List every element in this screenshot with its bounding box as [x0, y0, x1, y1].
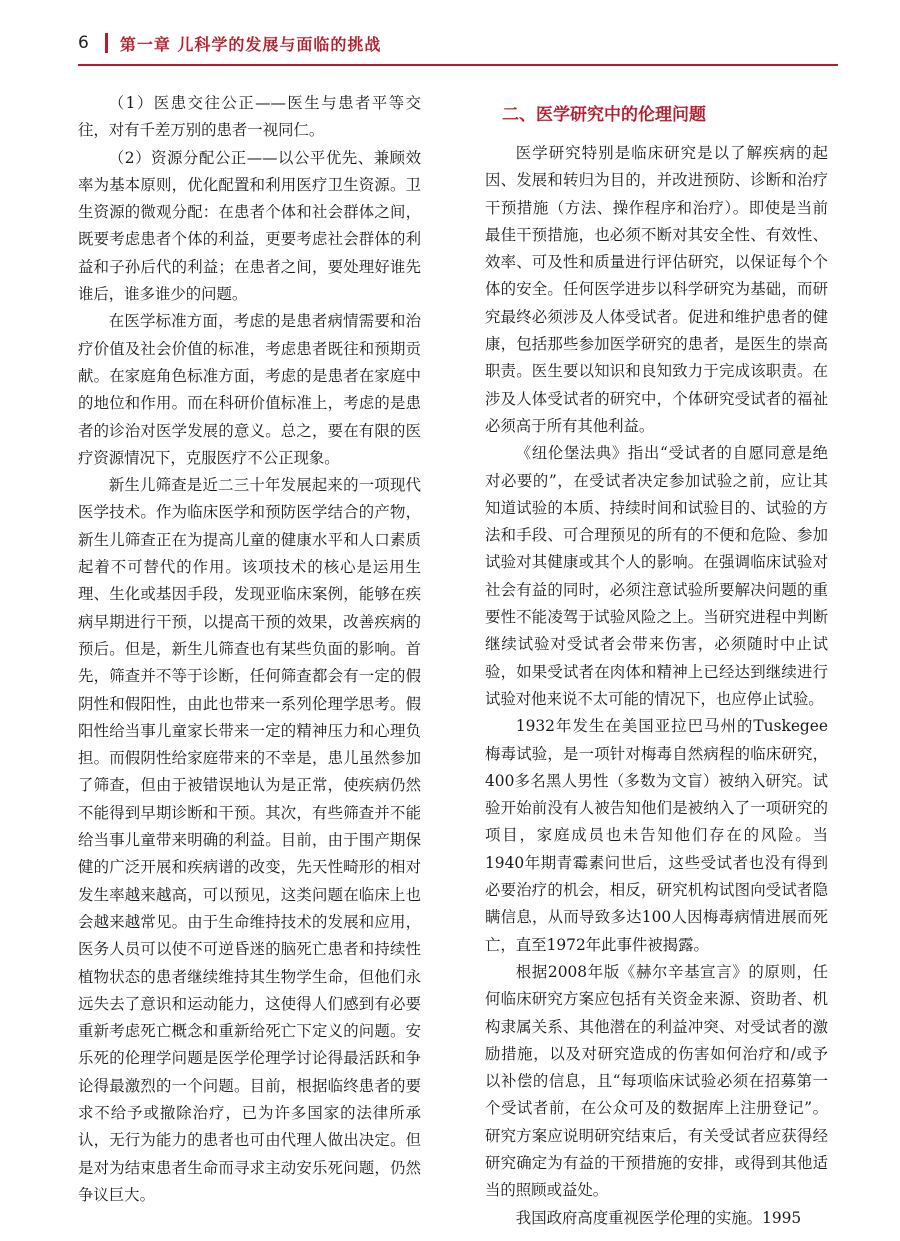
left-column — [78, 90, 421, 1209]
header-rule — [78, 64, 838, 66]
chapter-title: 第一章 儿科学的发展与面临的挑战 — [119, 34, 382, 54]
paragraph: （1）医患交往公正——医生与患者平等交往，对有千差万别的患者一视同仁。 — [78, 94, 421, 140]
paragraph: 在医学标准方面，考虑的是患者病情需要和治疗价值及社会价值的标准，考虑患者既往和预期贡献。在家庭角色标准方面，考虑的是患者在家庭中的地位和作用。而在科研价值标准上，考虑的是患者的诊治对医学发展的意义。总之，要在有限的医疗资源情况下，克服医疗不公正现象。 — [78, 312, 421, 467]
header-divider — [105, 33, 108, 53]
paragraph: （2）资源分配公正——以公平优先、兼顾效率为基本原则，优化配置和利用医疗卫生资源。卫生资源的微观分配：在患者个体和社会群体之间，既要考虑患者个体的利益，更要考虑社会群体的利益和子孙后代的利益；在患者之间，要处理好谁先谁后，谁多谁少的问题。 — [78, 148, 421, 304]
paragraph: 根据2008年版《赫尔辛基宣言》的原则，任何临床研究方案应包括有关资金来源、资助者、机构隶属关系、其他潜在的利益冲突、对受试者的激励措施，以及对研究造成的伤害如何治疗和/或予以补偿的信息，且“每项临床试验必须在招募第一个受试者前，在公众可及的数据库上注册登记”。研究方案应说明研究结束后，有关受试者应获得经研究确定为有益的干预措施的安排，或得到其他适当的照顾或益处。 — [485, 962, 828, 1200]
paragraph: 新生儿筛查是近二三十年发展起来的一项现代医学技术。作为临床医学和预防医学结合的产物，新生儿筛查正在为提高儿童的健康水平和人口素质起着不可替代的作用。该项技术的核心是运用生理、生化或基因手段，发现亚临床案例，能够在疾病早期进行干预，以提高干预的效果，改善疾病的预后。但是，新生儿筛查也有某些负面的影响。首先，筛查并不等于诊断，任何筛查都会有一定的假阴性和假阳性，由此也带来一系列伦理学思考。假阳性给当事儿童家长带来一定的精神压力和心理负担。而假阴性给家庭带来的不幸是，患儿虽然参加了筛查，但由于被错误地认为是正常，使疾病仍然不能得到早期诊断和干预。其次，有些筛查并不能给当事儿童带来明确的利益。目前，由于围产期保健的广泛开展和疾病谱的改变，先天性畸形的相对发生率越来越高，可以预见，这类问题在临床上也会越来越常见。由于生命维持技术的发展和应用，医务人员可以使不可逆昏迷的脑死亡患者和持续性植物状态的患者继续维持其生物学生命，但他们永远失去了意识和运动能力，这使得人们感到有必要重新考虑死亡概念和重新给死亡下定义的问题。安乐死的伦理学问题是医学伦理学讨论得最活跃和争论得最激烈的一个问题。目前，根据临终患者的要求不给予或撤除治疗，已为许多国家的法律所承认，无行为能力的患者也可由代理人做出决定。但是对为结束患者生命而寻求主动安乐死问题，仍然争议巨大。 — [78, 476, 421, 1204]
paragraph: 《纽伦堡法典》指出“受试者的自愿同意是绝对必要的”，在受试者决定参加试验之前，应让其知道试验的本质、持续时间和试验目的、试验的方法和手段、可合理预见的所有的不便和危险、参加试验对其健康或其个人的影响。在强调临床试验对社会有益的同时，必须注意试验所要解决问题的重要性不能凌驾于试验风险之上。当研究进程中判断继续试验对受试者会带来伤害，必须随时中止试验，如果受试者在肉体和精神上已经达到继续进行试验对他来说不太可能的情况下，也应停止试验。 — [485, 444, 828, 708]
right-column — [485, 90, 828, 1232]
section-title: 二、医学研究中的伦理问题 — [502, 105, 706, 125]
running-header — [78, 24, 838, 62]
paragraph: 医学研究特别是临床研究是以了解疾病的起因、发展和转归为目的，并改进预防、诊断和治疗干预措施（方法、操作程序和治疗）。即使是当前最佳干预措施，也必须不断对其安全性、有效性、效率、可及性和质量进行评估研究，以保证每个个体的安全。任何医学进步以科学研究为基础，而研究最终必须涉及人体受试者。促进和维护患者的健康，包括那些参加医学研究的患者，是医生的崇高职责。医生要以知识和良知致力于完成该职责。在涉及人体受试者的研究中，个体研究受试者的福祉必须高于所有其他利益。 — [485, 144, 828, 435]
paragraph: 我国政府高度重视医学伦理的实施。1995 — [515, 1208, 802, 1227]
paragraph: 1932年发生在美国亚拉巴马州的Tuskegee梅毒试验，是一项针对梅毒自然病程的临床研究，400多名黑人男性（多数为文盲）被纳入研究。试验开始前没有人被告知他们是被纳入了一项研究的项目，家庭成员也未告知他们存在的风险。当1940年期青霉素问世后，这些受试者也没有得到必要治疗的机会，相反，研究机构试图向受试者隐瞒信息，从而导致多达100人因梅毒病情进展而死亡，直至1972年此事件被揭露。 — [485, 717, 828, 954]
page-number: 6 — [78, 33, 89, 53]
